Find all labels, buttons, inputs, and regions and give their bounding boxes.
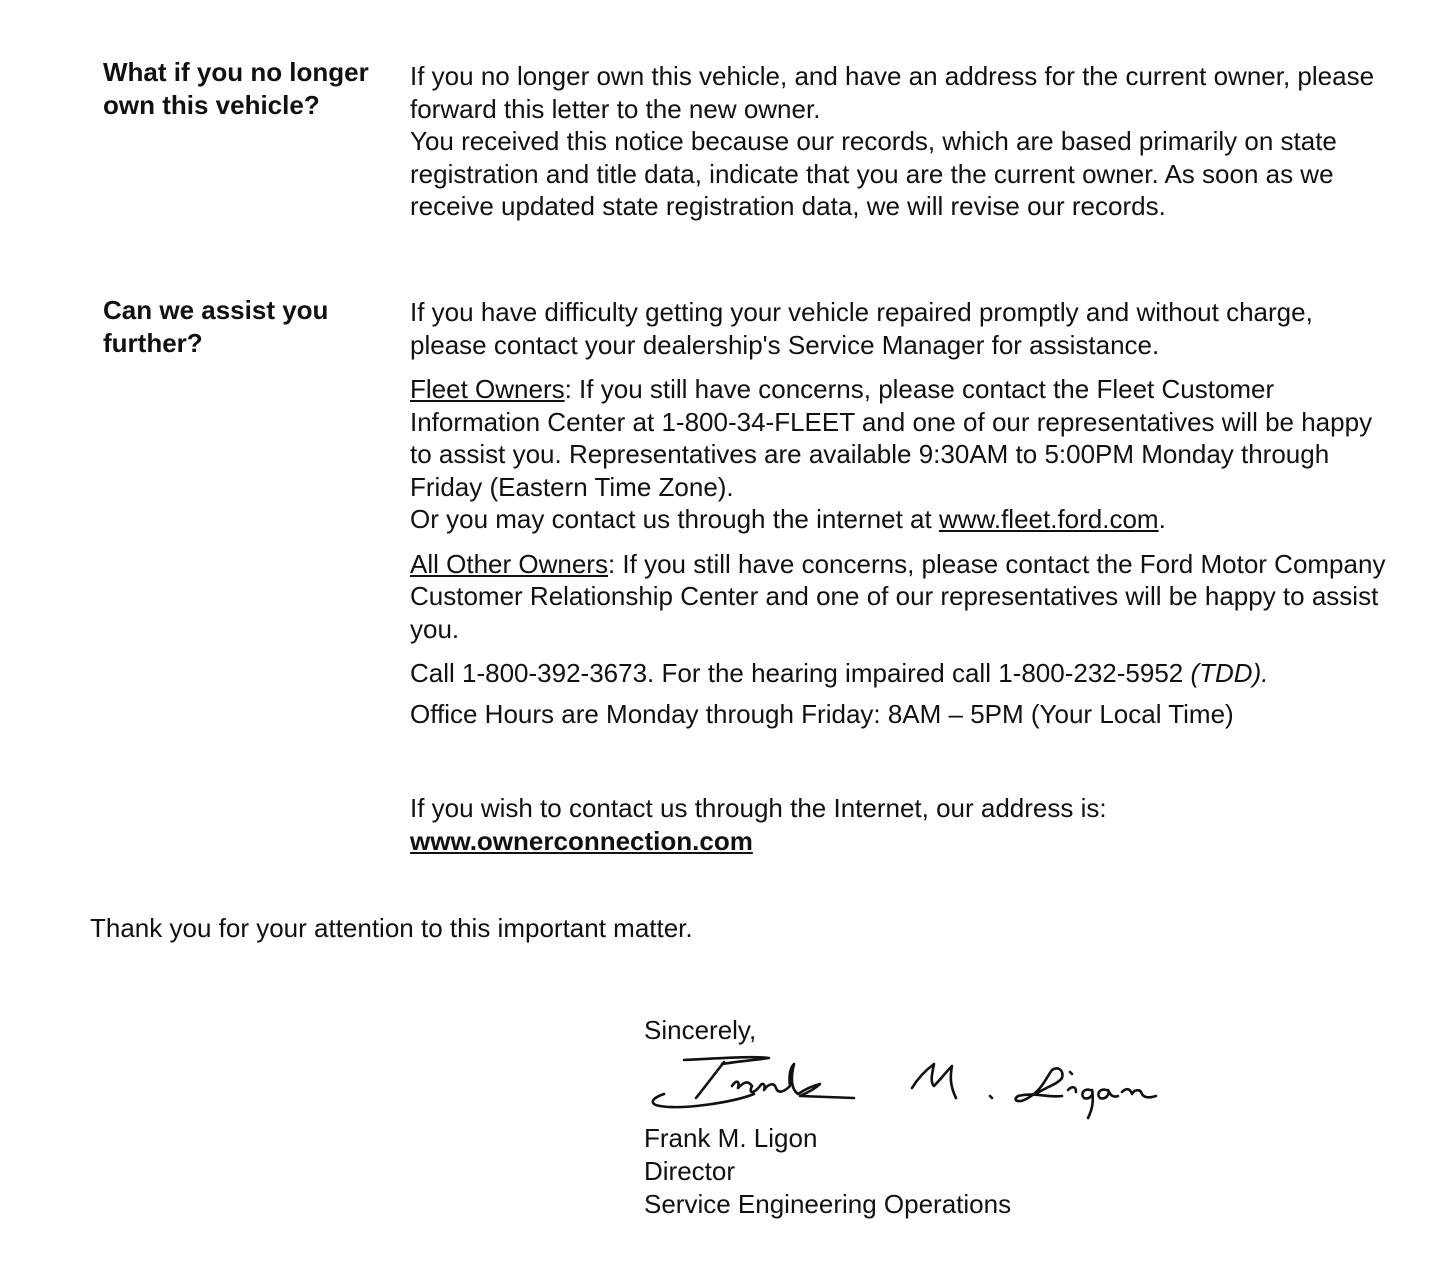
thank-you-line: Thank you for your attention to this important matter.: [90, 913, 693, 943]
fleet-web-link[interactable]: www.fleet.ford.com: [938, 504, 1159, 534]
signer-block: [644, 1122, 1011, 1221]
dealership-paragraph: If you have difficulty getting your vehicle repaired promptly and without charge, please contact your dealership's Service Manager for assistance.: [410, 297, 1313, 360]
fleet-owners-text: : If you still have concerns, please contact the Fleet Customer Information Center at 1-800-34-FLEET and one of our representatives will be happy to assist you. Representatives are available 9:30AM to 5:00PM Monday through Friday (Eastern Time Zone).: [410, 374, 1373, 502]
section-body: [410, 60, 1390, 223]
fleet-web-paragraph: [410, 503, 1390, 536]
section-body: [410, 296, 1390, 857]
forward-letter-paragraph: If you no longer own this vehicle, and have an address for the current owner, please forward this letter to the new owner.: [410, 61, 1375, 124]
fleet-owners-paragraph: [410, 373, 1390, 503]
tdd-label: (TDD).: [1190, 658, 1269, 688]
call-text: Call 1-800-392-3673. For the hearing impaired call 1-800-232-5952: [410, 658, 1191, 688]
call-paragraph: [410, 657, 1390, 690]
signer-department: Service Engineering Operations: [644, 1189, 1012, 1219]
internet-address-paragraph: [410, 825, 1390, 858]
other-owners-paragraph: [410, 548, 1390, 646]
owner-connection-link[interactable]: www.ownerconnection.com: [410, 825, 753, 856]
records-paragraph: You received this notice because our records, which are based primarily on state registration and title data, indicate that you are the current owner. As soon as we receive updated state registration data, we will revise our records.: [410, 126, 1337, 221]
closing-salutation: Sincerely,: [644, 1015, 757, 1045]
signer-title: Director: [644, 1156, 736, 1186]
internet-paragraph: If you wish to contact us through the Internet, our address is:: [410, 793, 1107, 823]
section-heading: What if you no longer own this vehicle?: [103, 57, 369, 120]
fleet-web-suffix: .: [1158, 504, 1166, 534]
office-hours-paragraph: Office Hours are Monday through Friday: 8AM – 5PM (Your Local Time): [410, 698, 1234, 729]
other-owners-heading: All Other Owners: [410, 548, 608, 579]
fleet-web-prefix: Or you may contact us through the internet at: [410, 504, 939, 534]
handwritten-signature: [644, 1050, 1174, 1125]
signer-name: Frank M. Ligon: [644, 1123, 818, 1153]
fleet-owners-heading: Fleet Owners: [410, 374, 565, 404]
section-heading: Can we assist you further?: [103, 295, 329, 358]
other-owners-text: : If you still have concerns, please contact the Ford Motor Company Customer Relationship Center and one of our representatives will be happy to assist you.: [410, 548, 1386, 644]
